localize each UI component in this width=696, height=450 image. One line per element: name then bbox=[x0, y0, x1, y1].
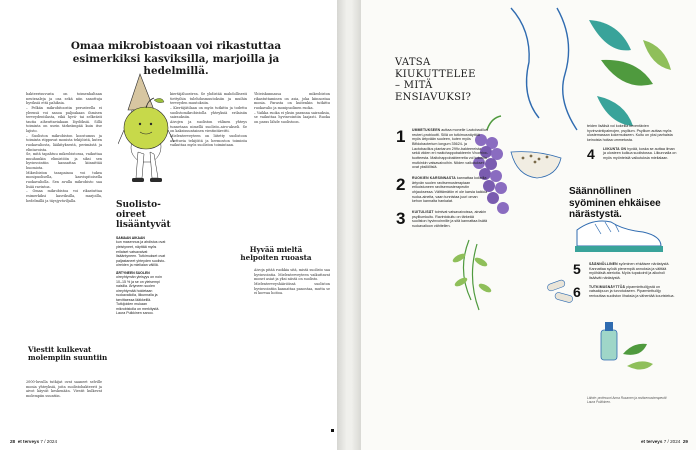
body-column-a bbox=[26, 92, 102, 203]
sidebar-section-heading: SAMAAN AIKAAN bbox=[116, 236, 145, 240]
paragraph: – Pelkän mikrobitoostin perusteella ei yleensä voi sanoa paljoakaan ihmisen terveydentilasta, eikä hyvä- tai selkeästi tautia aiheuttaviakaan löydöksiä. Sillä toiminta on usein tärkeämpää kuin itse lajisto. bbox=[26, 105, 102, 133]
body-column-c-lower bbox=[254, 268, 330, 296]
tip-text: teiden lisälisä voi kokeilla keventävien hyvinvointipalmojen, psyllium. Psyllium auttaa myös ulostemassan kokemukseen. Kuitu on yksi parhaista keinoista hoitaa ummetusta. bbox=[587, 124, 673, 142]
apple-gnome-illustration bbox=[118, 70, 176, 190]
tip-number: 1 bbox=[396, 127, 406, 146]
tip-heading: KUITULISÄT bbox=[412, 209, 434, 214]
tips-column-right-top bbox=[587, 124, 677, 165]
sidebar-section-heading: ÄRTYNEEN SUOLEN bbox=[116, 270, 150, 275]
end-mark bbox=[331, 429, 334, 432]
paragraph: Aivojen ja suoliston välinen yhteys tunnetaan nimellä suolisto–aivo-akseli. Se on kaksisuuntainen viestintäreitti. bbox=[170, 119, 247, 134]
tip-text: hyvää, koska se auttaa ilman ja ulosteen kulkua suolistossa. Liikunnalla on myös myönteisiä vaikutuksia mielialaan. bbox=[603, 146, 677, 160]
footer-right bbox=[641, 439, 688, 444]
tip-heading: TUTKIMUSNÄYTTÖÄ bbox=[589, 284, 626, 289]
tip-heading: LIIKUNTA ON bbox=[603, 146, 627, 151]
paragraph: – Kiertäjätilaan on myös tutkittu ja todettu suolistomikrobistolla yhteyksiä erilaisiin sairauksiin. bbox=[170, 105, 247, 120]
tip-text: auttaa monelle Lactobacillus reuteri-probiootti. Sillä on tutkimusnäyttöä myös ärtyvään suoleen, kuten myös Bifidobacterium longum 35624- ja Lactobacillus plantarum 299v-bakteereista sekä viiden eri maitohappobakteerin Vivomixx-tuotteesta. Maitohappobakteereita voi kokeilla mutkinkin vatsavaivoihin. Niiden vaikutukset ovat yksilöllisiä. bbox=[412, 128, 488, 170]
article-headline: Omaa mikrobistoaan voi rikastuttaa esimerkiksi kasviksilla, marjoilla ja hedelmillä. bbox=[70, 40, 282, 77]
tip-item bbox=[396, 128, 488, 170]
tip-item bbox=[396, 176, 488, 204]
tip-text: syöminen ehkäisee närästystä. Kannattaa syödä pienempiä annoksia ja välttää myöhäisiä aterioita. Myös tupakointi ja alkoholi lisäävät närästystä. bbox=[589, 262, 670, 280]
issue: 7 / 2024 bbox=[663, 439, 681, 444]
paragraph: Yhteiskunnassa mikrobiston rikastuttaminen on asia, joka kiinnostaa monia. Parasta on kuitenkin tutkittu ruokavalio ja monipuolinen ruoka. bbox=[254, 92, 330, 110]
tip-item bbox=[573, 285, 677, 299]
page-number: 28 bbox=[10, 439, 16, 444]
seed-bowl bbox=[511, 152, 561, 178]
tip-number: 5 bbox=[573, 261, 581, 277]
right-page-subtitle: Säännöllinen syöminen ehkäisee närästystä. bbox=[569, 186, 661, 220]
paragraph: Aivoja pitää ruokkia sitä, mistä suolisto saa hyvinvointia. Mielenterveyteen vaikuttavat monet asiat ja yksi niistä on suolisto. bbox=[254, 268, 330, 282]
tip-item-continued bbox=[587, 124, 677, 143]
subhead-hyvaa: Hyvää mieltä helpoiten ruoasta bbox=[240, 245, 312, 262]
paragraph: kiertäjäluostrea. Se yhdistää mahdollisesti tiettyihin tulehdusmuutoksiin ja muihin terveyden muutoksiin. bbox=[170, 92, 247, 106]
spine bbox=[337, 0, 361, 450]
subhead-viestit: Viestit kulkevat molempiin suuntiin bbox=[28, 345, 108, 362]
tip-number: 6 bbox=[573, 283, 581, 300]
right-page-title: VATSA KIUKUTTELEE – MITÄ ENSIAVUKSI? bbox=[395, 57, 476, 103]
magazine-name: et terveys bbox=[640, 439, 663, 444]
body-column-b bbox=[170, 92, 247, 148]
sneaker bbox=[575, 221, 663, 252]
mint-oil-bottle bbox=[601, 322, 653, 370]
right-page bbox=[361, 0, 696, 450]
sidebar-box bbox=[116, 200, 171, 319]
leaf-cluster bbox=[589, 20, 671, 126]
tip-number: 3 bbox=[396, 208, 406, 228]
tip-item bbox=[396, 210, 488, 229]
tips-column-right-bottom bbox=[573, 262, 677, 303]
sidebar-title: Suolisto- oireet lisääntyvät bbox=[116, 200, 171, 230]
paragraph: Mielenterveyshäiriöissä suoliston hyvinvointiin kannattaa panostaa, mutta se ei korvaa hoitoa. bbox=[254, 281, 330, 296]
body-column-c bbox=[254, 92, 330, 125]
paragraph: – Vaikka ruoka ei yksin paranna sairauksia, se vaikuttaa hyvinvointiin laajasti. Ruoka on paras lähde suolistoon. bbox=[254, 110, 330, 124]
paragraph: Mielenterveyteen on liitetty suolistoon asettuvia tekijöitä ja hermoston toiminta vaikuttaa myös suoliston toimintaan. bbox=[170, 133, 247, 148]
body-column-viestit: 2000-luvulla tutkijat ovat saaneet selville monia yhteyksiä, joita suolistobakteerit ja aivot käyvät keskenään. Viestit kulkevat molempiin suuntiin. bbox=[26, 380, 102, 398]
magazine-name: et terveys bbox=[17, 439, 40, 444]
tip-number: 2 bbox=[396, 174, 406, 194]
tip-item bbox=[573, 262, 677, 281]
sidebar-section-text: oireyhtymän yleisyys on noin 10–15 % ja se on yleisempi naisilla. Ärtyneen suolen oireyhtymää hoidetaan ruokavaliolla, liikunnalla ja tarvittaessa lääkkeillä. Tutkijoiden mukaan mikrobistolla on merkitystä. Laura Pulkkinen sanoo. bbox=[116, 275, 162, 316]
tip-item bbox=[587, 147, 677, 161]
paragraph: bakteerisuvusta on toimenhaltaan neutraaleja ja osa sekä niin sanottuja hyviksiä että pahiksia. bbox=[26, 92, 102, 106]
tip-text: kannattaa kokeilla ärtyvän suolen ravitsemusterapiaan erikoistuneen ravitsemusterapeutin ohjauksessa. Välttämätön ei ole karsia kaikkia ruoka-aineita, vaan tunnistaa juuri oman kehon kannalta hankalat. bbox=[412, 175, 488, 204]
paragraph: Se, mitä tapahtuu mikrobistossa, vaikuttaa muuhunkin elimistöön ja siksi sen hyvinvointiin kannattaa kiinnittää huomiota. bbox=[26, 152, 102, 171]
pill-capsules bbox=[547, 279, 574, 303]
paragraph: Mikrobiston tasapainoa voi tukea monipuolisella, kasvispitoisella ruokavaliolla. Sen avulla mikrobisto saa lisää ravintoa. bbox=[26, 170, 102, 189]
left-page bbox=[0, 0, 337, 450]
page-number: 29 bbox=[682, 439, 688, 444]
tips-column-left bbox=[396, 128, 488, 232]
issue: 7 / 2024 bbox=[40, 439, 58, 444]
sidebar-section-text: kun masennus ja ahdistus ovat yleistyneet, näyttää myös erilaiset vatsavaivat lisääntyneen. Tutkimukset ovat paljastaneet yhteyden suolisto-oireiden ja mielialan välillä. bbox=[116, 240, 166, 268]
tip-heading: SÄÄNNÖLLINEN bbox=[589, 262, 618, 266]
paragraph: – Suoliston mikrobiston koostumus ja toiminta riippuvat monista tekijöistä, kuten ruokavaliosta, lääkityksestä, perimästä ja elintavoista. bbox=[26, 133, 102, 152]
paragraph: – Omaa mikrobistoa voi rikastuttaa esimerkiksi kasviksilla, marjoilla, hedelmillä ja täysjyväviljalla. bbox=[26, 189, 102, 203]
tip-text: toimivat vatsavaivoissa, ainakin psylliumkuitu. Ravintokuitu on tärkeää suoliston hyvinvoinnille ja sitä kannattaa lisätä ruokavalioon vähitellen. bbox=[412, 209, 488, 228]
tip-heading: RUOKIEN KARSINNASTA bbox=[412, 175, 456, 180]
tip-text: piparminttuöljystä on vatsakipuun ja turvotukseen. Piparminttuöljy rentouttaa suoliston lihaksia ja vähentää kouristelua. bbox=[589, 284, 675, 298]
tip-number: 4 bbox=[587, 145, 595, 162]
tip-heading: UMMETUKSEEN bbox=[412, 128, 441, 132]
herb-bunch bbox=[451, 240, 492, 310]
source-caption: Lähde: professori Anna Rusanen ja ravitsemusterapeutti Laura Pulkkinen. bbox=[587, 396, 667, 404]
footer-left bbox=[10, 439, 57, 444]
